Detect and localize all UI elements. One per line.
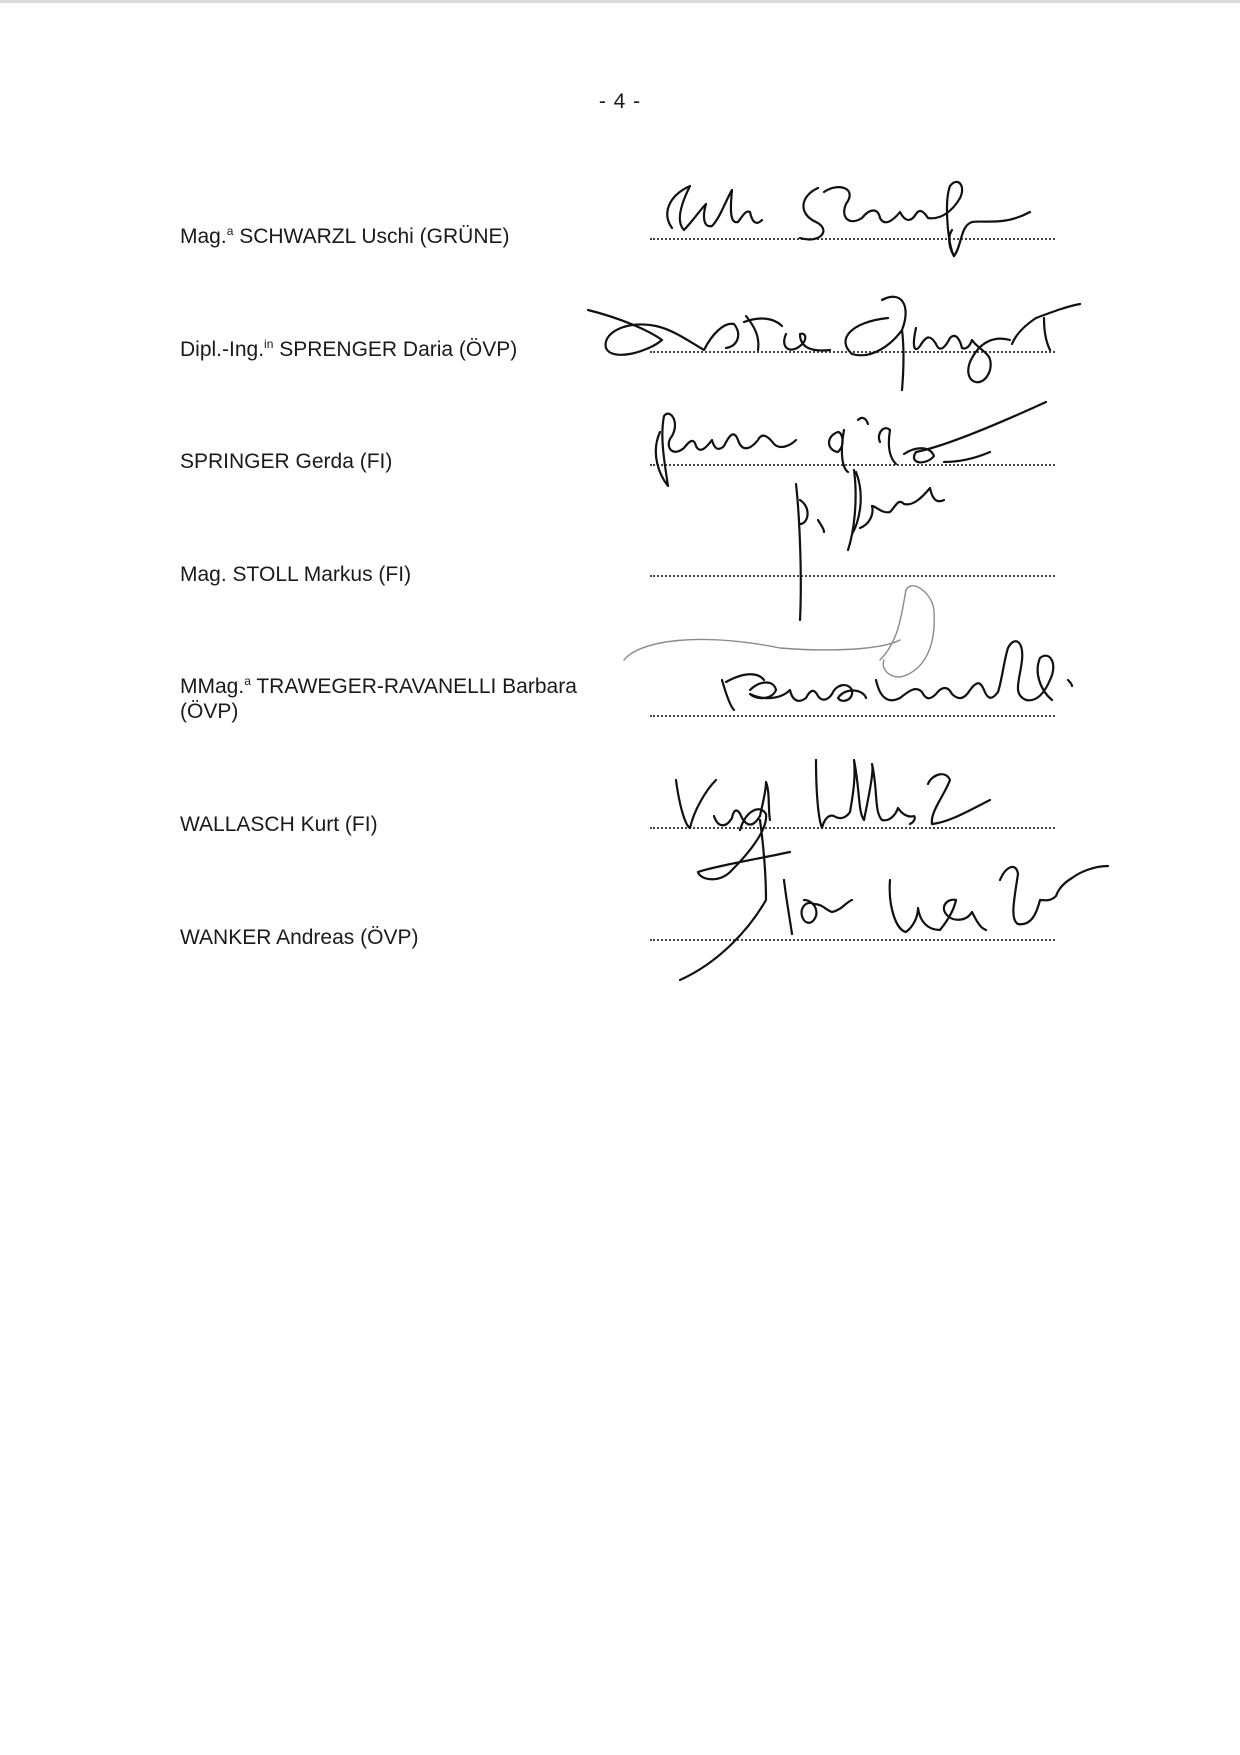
signature-springer [656, 402, 1046, 486]
signer-title: Mag. [180, 563, 227, 586]
signer-title-superscript: a [226, 224, 234, 238]
signer-title-superscript: in [264, 337, 274, 351]
page-number: - 4 - [598, 90, 642, 113]
signer-fullname: STOLL Markus (FI) [232, 563, 412, 586]
signature-schwarzl [667, 182, 1030, 256]
signer-fullname: SCHWARZL Uschi (GRÜNE) [239, 225, 510, 248]
signer-fullname: TRAWEGER-RAVANELLI Barbara [256, 675, 577, 698]
signer-fullname: SPRENGER Daria (ÖVP) [279, 338, 518, 361]
signer-title: MMag. [180, 675, 245, 698]
signature-stoll [796, 470, 944, 620]
signer-title: Dipl.-Ing. [180, 338, 265, 361]
signature-wanker [680, 809, 1108, 980]
signer-fullname: WALLASCH Kurt (FI) [180, 813, 378, 836]
signer-fullname-line2: (ÖVP) [180, 700, 239, 723]
signature-wallasch [676, 760, 990, 828]
signer-fullname: WANKER Andreas (ÖVP) [180, 926, 419, 949]
signature-sprenger [588, 297, 1080, 390]
signer-title-superscript: a [244, 674, 251, 688]
signature-traweger-ravanelli [624, 586, 1072, 710]
signer-fullname: SPRINGER Gerda (FI) [180, 450, 393, 473]
signer-title: Mag. [180, 225, 227, 248]
